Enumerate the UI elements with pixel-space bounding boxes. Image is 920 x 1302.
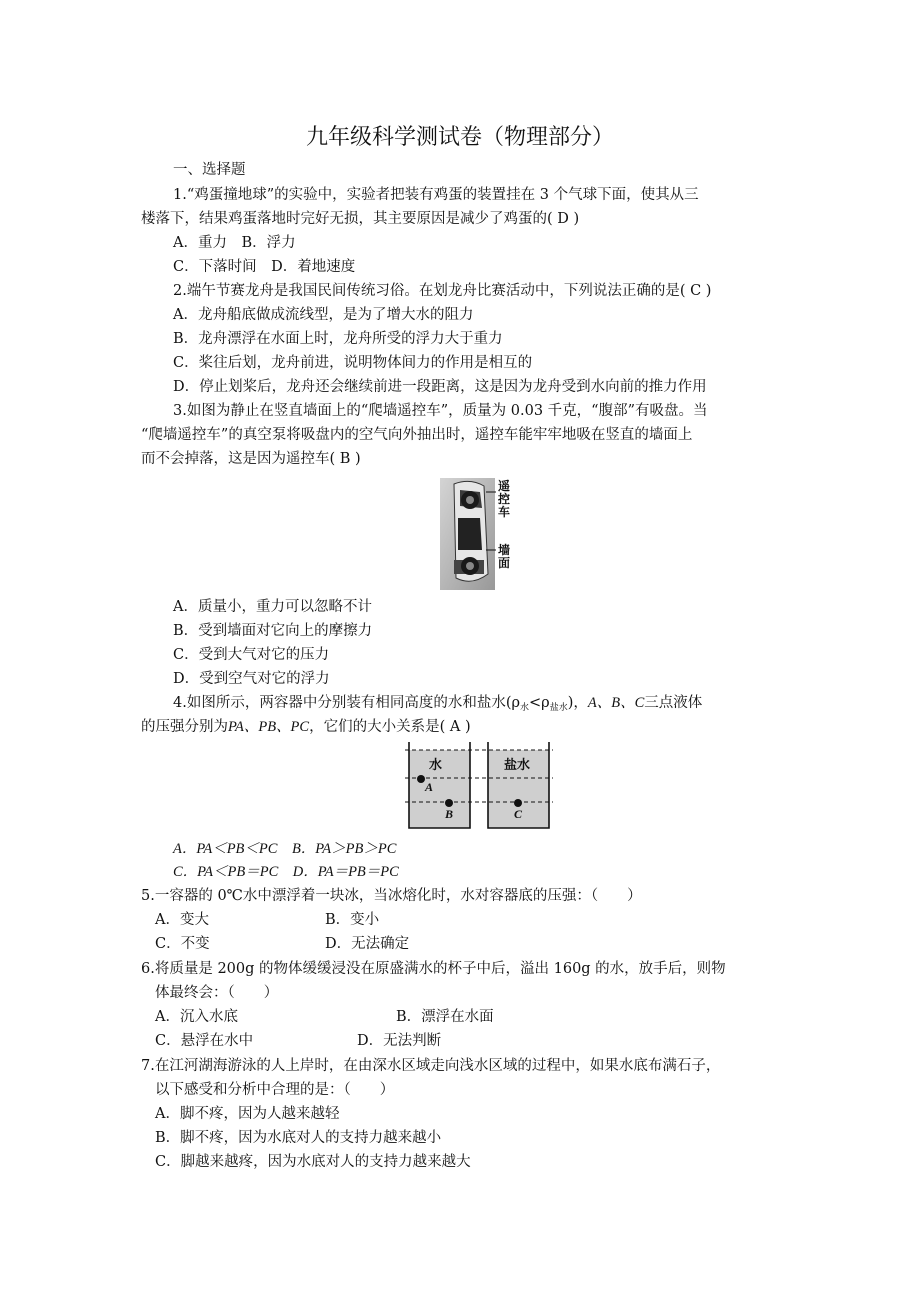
q4-pressure-vars: PA、PB、PC	[228, 719, 310, 735]
q1-line2: 楼落下，结果鸡蛋落地时完好无损，其主要原因是减少了鸡蛋的( D )	[141, 211, 580, 227]
fig-label-car: 遥控车	[498, 479, 511, 519]
q2-option-c: C．桨往后划，龙舟前进，说明物体间力的作用是相互的	[173, 355, 533, 371]
containers-figure	[405, 742, 553, 832]
q6-option-c: C．悬浮在水中	[155, 1033, 254, 1049]
q3-line2: “爬墙遥控车”的真空泵将吸盘内的空气向外抽出时，遥控车能牢牢地吸在竖直的墙面上	[141, 427, 693, 443]
q2-option-b: B．龙舟漂浮在水面上时，龙舟所受的浮力大于重力	[173, 331, 503, 347]
q5-option-b: B．变小	[325, 912, 380, 928]
q6-line2: 体最终会：（ ）	[155, 985, 279, 1001]
q5-option-d: D．无法确定	[325, 936, 410, 952]
q3-option-b: B．受到墙面对它向上的摩擦力	[173, 623, 373, 639]
q4-options-ab: A．PA＜PB＜PC B．PA＞PB＞PC	[173, 841, 397, 857]
fig-point-b: B	[445, 807, 454, 821]
q2-option-a: A．龙舟船底做成流线型，是为了增大水的阻力	[173, 307, 474, 323]
q5-line1: 5.一容器的 0℃水中漂浮着一块冰，当冰熔化时，水对容器底的压强：（ ）	[141, 888, 642, 904]
section-heading: 一、选择题	[173, 162, 246, 178]
q6-line1: 6.将质量是 200g 的物体缓缓浸没在原盛满水的杯子中后，溢出 160g 的水，放手后，则物	[141, 961, 726, 977]
q2-option-d: D．停止划桨后，龙舟还会继续前进一段距离，这是因为龙舟受到水向前的推力作用	[173, 379, 707, 395]
q6-option-a: A．沉入水底	[155, 1009, 238, 1025]
fig-label-wall: 墙面	[498, 543, 511, 570]
fig-label-salt-water: 盐水	[504, 758, 531, 773]
q1-line1: 1.“鸡蛋撞地球”的实验中，实验者把装有鸡蛋的装置挂在 3 个气球下面，使其从三	[173, 187, 699, 203]
q5-option-c: C．不变	[155, 936, 210, 952]
q5-option-a: A．变大	[155, 912, 209, 928]
q4-line2: 的压强分别为PA、PB、PC，它们的大小关系是( A )	[141, 719, 471, 735]
q7-option-b: B．脚不疼，因为水底对人的支持力越来越小	[155, 1130, 442, 1146]
fig-point-a: A	[425, 780, 434, 794]
wall-car-figure	[440, 478, 520, 590]
q3-line1: 3.如图为静止在竖直墙面上的“爬墙遥控车”，质量为 0.03 千克，“腹部”有吸盘。当	[173, 403, 708, 419]
q3-line3: 而不会掉落，这是因为遥控车( B )	[141, 451, 361, 467]
q7-line2: 以下感受和分析中合理的是：（ ）	[155, 1082, 395, 1098]
fig-point-c: C	[514, 807, 523, 821]
q6-option-b: B．漂浮在水面	[396, 1009, 494, 1025]
q3-option-d: D．受到空气对它的浮力	[173, 671, 330, 687]
q1-options-ab: A．重力 B．浮力	[173, 235, 296, 251]
q3-option-c: C．受到大气对它的压力	[173, 647, 330, 663]
fig-label-water: 水	[429, 758, 443, 773]
q4-options-cd: C．PA＜PB＝PC D．PA＝PB＝PC	[173, 864, 399, 880]
q4-line1: 4.如图所示，两容器中分别装有相同高度的水和盐水$(\rho_水<\rho_{盐水})$，A、B、C三点液体	[173, 695, 703, 713]
q1-options-cd: C．下落时间 D．着地速度	[173, 259, 356, 275]
q7-option-a: A．脚不疼，因为人越来越轻	[155, 1106, 340, 1122]
q7-line1: 7.在江河湖海游泳的人上岸时，在由深水区域走向浅水区域的过程中，如果水底布满石子，	[141, 1058, 721, 1074]
q6-option-d: D．无法判断	[357, 1033, 442, 1049]
q7-option-c: C．脚越来越疼，因为水底对人的支持力越来越大	[155, 1154, 471, 1170]
q3-option-a: A．质量小，重力可以忽略不计	[173, 599, 372, 615]
page-title: 九年级科学测试卷（物理部分）	[305, 125, 614, 150]
q2-line1: 2.端午节赛龙舟是我国民间传统习俗。在划龙舟比赛活动中，下列说法正确的是( C )	[173, 283, 712, 299]
